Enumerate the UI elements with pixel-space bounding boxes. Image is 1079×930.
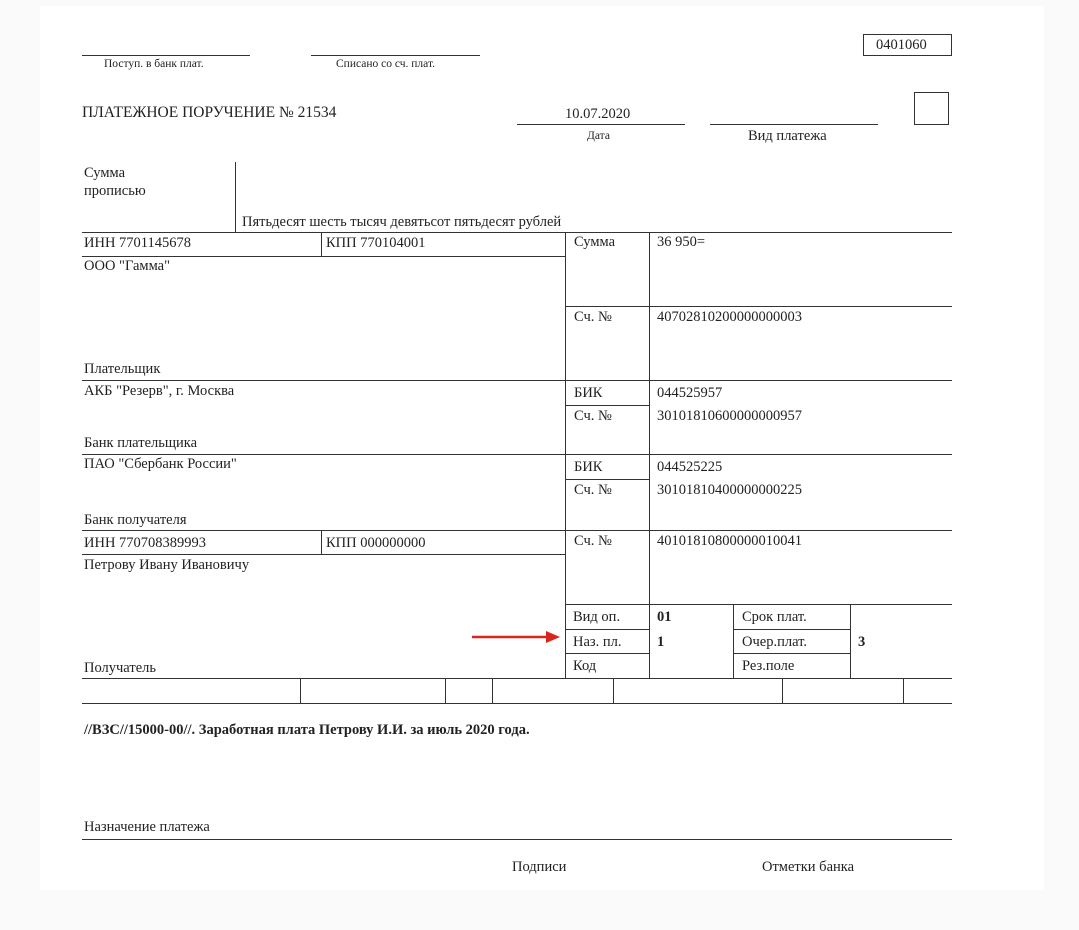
- recipient-kpp: КПП 000000000: [326, 535, 426, 551]
- line-payer-bank-bik: [565, 405, 649, 406]
- amount-words-divider: [235, 162, 236, 232]
- recipient-account-value: 40101810800000010041: [657, 533, 802, 549]
- amount-value: 36 950=: [657, 234, 706, 250]
- payer-bank-bik-value: 044525957: [657, 385, 723, 401]
- payer-bank-corr-value: 30101810600000000957: [657, 408, 802, 424]
- codes-divider-2: [850, 604, 851, 678]
- amount-label: Сумма: [574, 234, 616, 250]
- form-code: 0401060: [876, 37, 927, 53]
- codes-divider-1: [733, 604, 734, 678]
- recipient-bank-label: Банк получателя: [84, 512, 187, 528]
- labels-column-divider: [649, 232, 650, 678]
- line-recipient-bank-block: [82, 530, 952, 531]
- date-label: Дата: [587, 130, 610, 142]
- inn-kpp-divider-top: [321, 232, 322, 256]
- amount-words-label-2: прописью: [84, 183, 146, 199]
- arrow-icon: [470, 628, 562, 646]
- tax-field-divider-1: [300, 678, 301, 703]
- inn-kpp-divider-bottom: [321, 530, 322, 554]
- amount-words-value: Пятьдесят шесть тысяч девятьсот пятьдесят рублей: [242, 214, 562, 230]
- recipient-account-label: Сч. №: [574, 533, 612, 549]
- tax-field-divider-4: [613, 678, 614, 703]
- line-tax-fields-bottom: [82, 703, 952, 704]
- signatures-label: Подписи: [512, 859, 567, 875]
- recipient-bank-bik-label: БИК: [574, 459, 603, 475]
- tax-field-divider-5: [782, 678, 783, 703]
- line-recipient-bank-bik: [565, 479, 649, 480]
- line-codes-top: [565, 604, 952, 605]
- line-amount-bottom: [565, 306, 952, 307]
- op-type-label: Вид оп.: [573, 609, 621, 625]
- received-label: Поступ. в банк плат.: [104, 58, 204, 70]
- recipient-bank-corr-label: Сч. №: [574, 482, 612, 498]
- purpose-code-label: Наз. пл.: [573, 634, 622, 650]
- recipient-label: Получатель: [84, 660, 156, 676]
- op-type-value: 01: [657, 609, 672, 625]
- payer-account-value: 40702810200000000003: [657, 309, 802, 325]
- payer-kpp: КПП 770104001: [326, 235, 426, 251]
- line-codes-row2: [565, 653, 649, 654]
- date-line: [517, 124, 685, 125]
- purpose-line: [82, 839, 952, 840]
- payment-type-label: Вид платежа: [748, 128, 827, 144]
- purpose-text: //ВЗС//15000-00//. Заработная плата Петрову И.И. за июль 2020 года.: [84, 722, 530, 738]
- order-label: Очер.плат.: [742, 634, 808, 650]
- line-payer-block: [82, 380, 952, 381]
- term-label: Срок плат.: [742, 609, 807, 625]
- tax-field-divider-2: [445, 678, 446, 703]
- date-value: 10.07.2020: [565, 106, 631, 122]
- bank-marks-label: Отметки банка: [762, 859, 855, 875]
- recipient-bank-corr-value: 30101810400000000225: [657, 482, 802, 498]
- purpose-label: Назначение платежа: [84, 819, 210, 835]
- line-payer-inn: [82, 256, 565, 257]
- order-value: 3: [858, 634, 866, 650]
- payer-bank-bik-label: БИК: [574, 385, 603, 401]
- left-block-divider: [565, 232, 566, 678]
- amount-words-label-1: Сумма: [84, 165, 126, 181]
- recipient-inn: ИНН 770708389993: [84, 535, 207, 551]
- purpose-code-value: 1: [657, 634, 665, 650]
- tax-field-divider-3: [492, 678, 493, 703]
- tax-field-divider-6: [903, 678, 904, 703]
- payment-type-line: [710, 124, 878, 125]
- debited-line: [311, 55, 480, 56]
- line-recipient-inn: [82, 554, 565, 555]
- document-title: ПЛАТЕЖНОЕ ПОРУЧЕНИЕ № 21534: [82, 104, 337, 121]
- line-codes-row1-right: [733, 629, 850, 630]
- payer-bank-name: АКБ "Резерв", г. Москва: [84, 383, 235, 399]
- payer-bank-corr-label: Сч. №: [574, 408, 612, 424]
- line-payer-bank-block: [82, 454, 952, 455]
- recipient-bank-bik-value: 044525225: [657, 459, 723, 475]
- line-codes-row1: [565, 629, 649, 630]
- debited-label: Списано со сч. плат.: [336, 58, 435, 70]
- reserve-label: Рез.поле: [742, 658, 795, 674]
- payment-type-checkbox: [914, 92, 949, 125]
- payer-name: ООО "Гамма": [84, 258, 171, 274]
- payer-label: Плательщик: [84, 361, 161, 377]
- line-amount-top: [82, 232, 952, 233]
- recipient-bank-name: ПАО "Сбербанк России": [84, 456, 237, 472]
- payer-bank-label: Банк плательщика: [84, 435, 198, 451]
- recipient-name: Петрову Ивану Ивановичу: [84, 557, 250, 573]
- line-recipient-bottom: [82, 678, 952, 679]
- payer-account-label: Сч. №: [574, 309, 612, 325]
- payer-inn: ИНН 7701145678: [84, 235, 192, 251]
- line-codes-row2-right: [733, 653, 850, 654]
- received-line: [82, 55, 250, 56]
- code-label: Код: [573, 658, 597, 674]
